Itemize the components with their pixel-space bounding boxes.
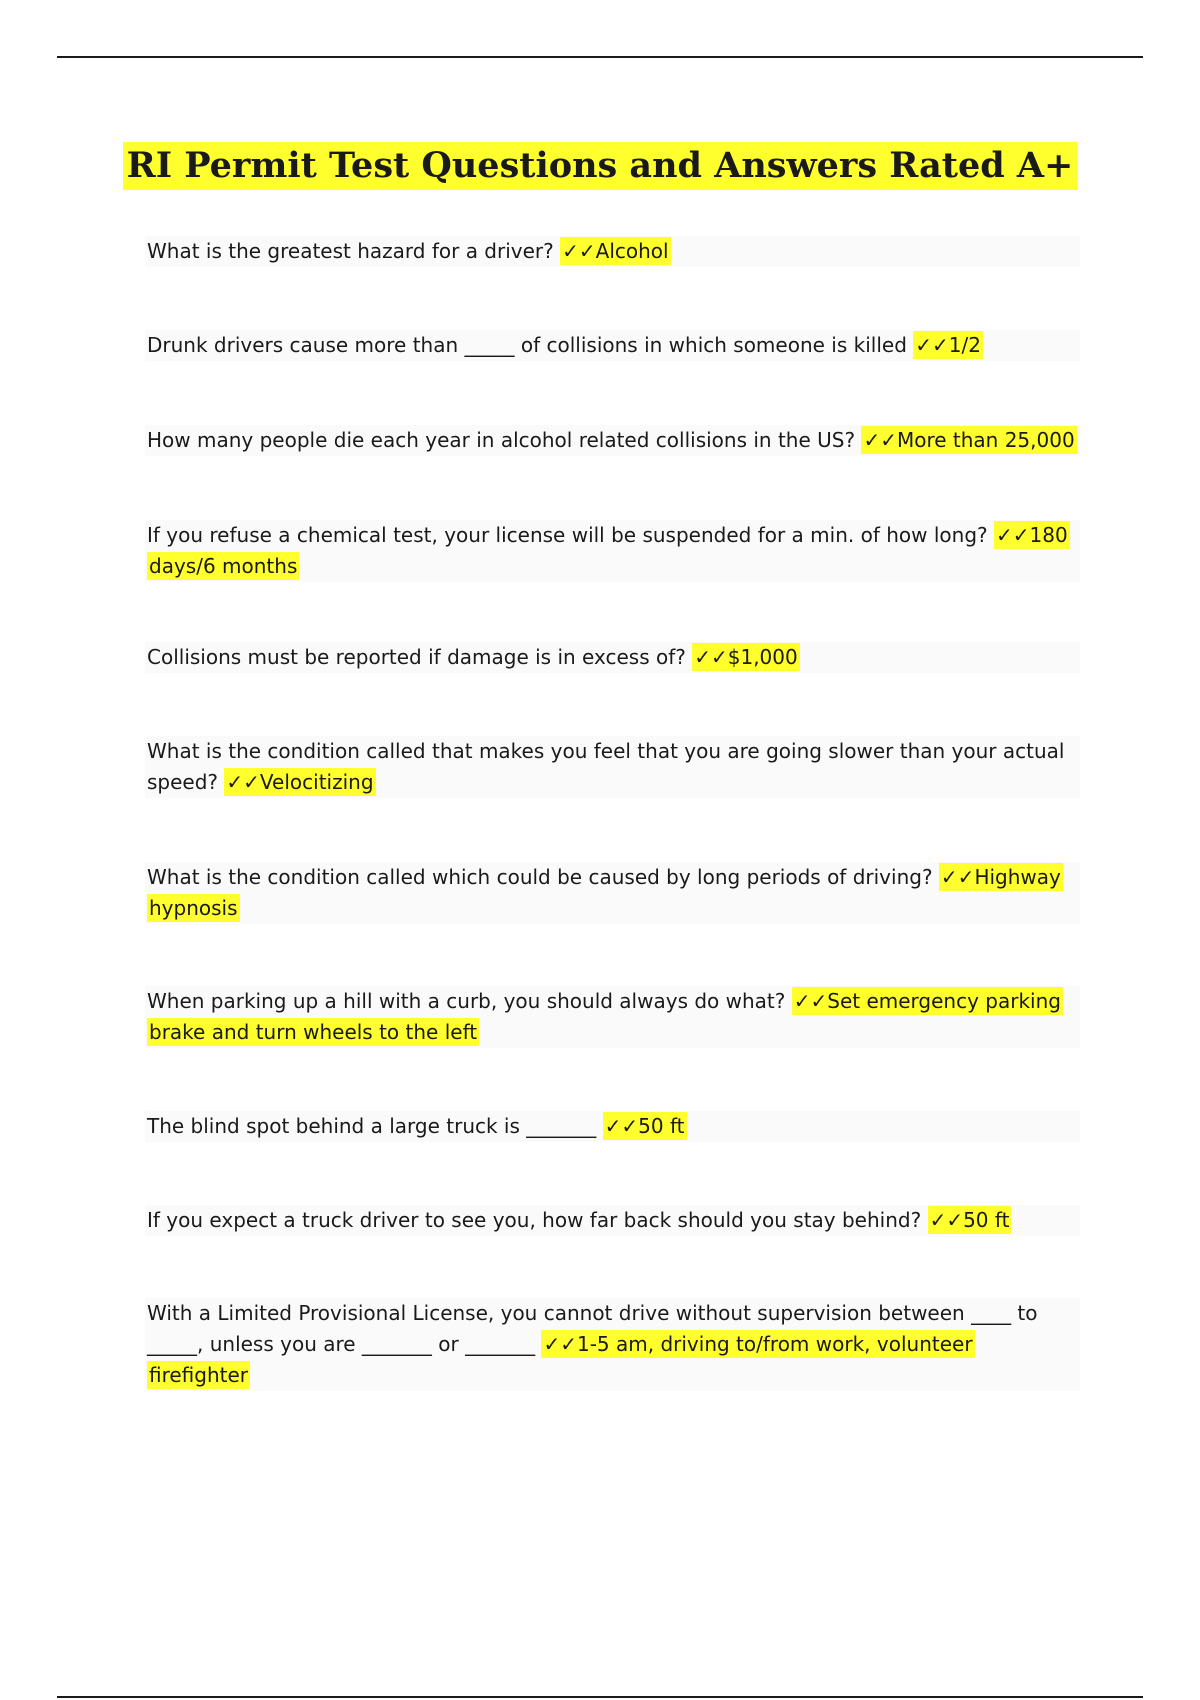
answer-text: More than 25,000: [896, 428, 1075, 452]
answer-text: Velocitizing: [259, 770, 374, 794]
answer-text: Alcohol: [595, 239, 669, 263]
check-icon: ✓✓: [543, 1332, 577, 1356]
answer-highlight: [224, 768, 375, 796]
qa-item: [145, 736, 1080, 798]
question-text: What is the greatest hazard for a driver?: [147, 239, 554, 263]
question-text: If you refuse a chemical test, your license will be suspended for a min. of how long?: [147, 523, 988, 547]
question-text: How many people die each year in alcohol related collisions in the US?: [147, 428, 856, 452]
qa-item: [145, 330, 1080, 361]
check-icon: ✓✓: [929, 1208, 964, 1232]
qa-item: [145, 1205, 1080, 1236]
answer-text: Highway hypnosis: [149, 865, 1061, 920]
answer-highlight: [560, 237, 670, 265]
qa-item: [145, 986, 1080, 1048]
document-title: RI Permit Test Questions and Answers Rated A+: [123, 142, 1078, 190]
answer-highlight: [928, 1206, 1012, 1234]
answer-text: 1-5 am, driving to/from work, volunteer firefighter: [149, 1332, 973, 1387]
check-icon: ✓✓: [604, 1114, 639, 1138]
answer-highlight: [913, 331, 983, 359]
check-icon: ✓✓: [562, 239, 596, 263]
answer-text: $1,000: [727, 645, 798, 669]
answer-text: 180 days/6 months: [149, 523, 1068, 578]
answer-text: 50 ft: [963, 1208, 1010, 1232]
check-icon: ✓✓: [793, 989, 828, 1013]
qa-item: [145, 642, 1080, 673]
answer-text: 1/2: [948, 333, 981, 357]
check-icon: ✓✓: [940, 865, 975, 889]
top-rule: [57, 56, 1143, 58]
question-text: If you expect a truck driver to see you, how far back should you stay behind?: [147, 1208, 922, 1232]
answer-highlight: [861, 426, 1076, 454]
check-icon: ✓✓: [996, 523, 1030, 547]
question-text: What is the condition called which could be caused by long periods of driving?: [147, 865, 933, 889]
answer-highlight: [692, 643, 800, 671]
bottom-rule: [57, 1696, 1143, 1698]
check-icon: ✓✓: [694, 645, 728, 669]
check-icon: ✓✓: [863, 428, 897, 452]
qa-item: [145, 520, 1080, 582]
answer-text: Set emergency parking brake and turn wheels to the left: [149, 989, 1061, 1044]
qa-item: [145, 1298, 1080, 1391]
check-icon: ✓✓: [226, 770, 260, 794]
qa-item: [145, 236, 1080, 267]
question-text: When parking up a hill with a curb, you should always do what?: [147, 989, 786, 1013]
question-text: With a Limited Provisional License, you cannot drive without supervision between ____ to _____, unless you are _______ or _______: [147, 1301, 1038, 1356]
answer-text: 50 ft: [638, 1114, 685, 1138]
question-text: Collisions must be reported if damage is in excess of?: [147, 645, 686, 669]
qa-item: [145, 425, 1080, 456]
question-text: The blind spot behind a large truck is _______: [147, 1114, 597, 1138]
answer-highlight: [603, 1112, 687, 1140]
question-text: Drunk drivers cause more than _____ of collisions in which someone is killed: [147, 333, 907, 357]
question-text: What is the condition called that makes you feel that you are going slower than your actual speed?: [147, 739, 1065, 794]
qa-item: [145, 1111, 1080, 1142]
check-icon: ✓✓: [915, 333, 949, 357]
title-container: [0, 142, 1200, 190]
qa-item: [145, 862, 1080, 924]
